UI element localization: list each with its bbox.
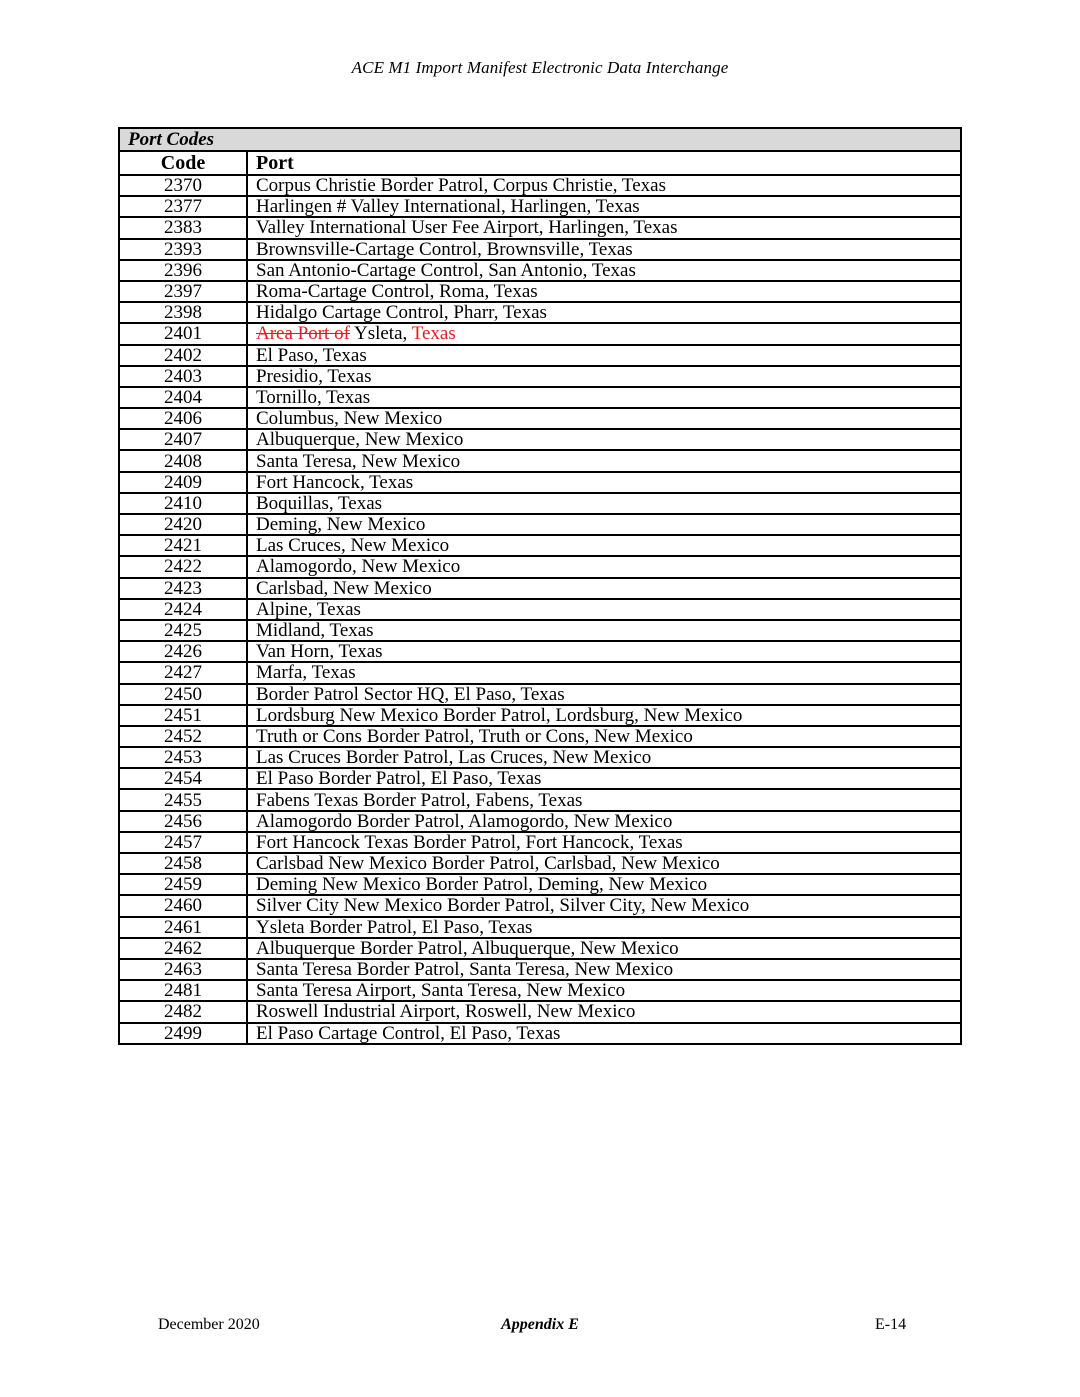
- port-name-cell: Deming New Mexico Border Patrol, Deming, New Mexico: [247, 874, 961, 895]
- port-name-cell: Corpus Christie Border Patrol, Corpus Christie, Texas: [247, 175, 961, 196]
- port-code-cell: 2370: [119, 175, 247, 196]
- port-name-cell: Valley International User Fee Airport, Harlingen, Texas: [247, 217, 961, 238]
- port-name-cell: Boquillas, Texas: [247, 493, 961, 514]
- port-name-cell: Santa Teresa, New Mexico: [247, 450, 961, 471]
- table-row: [119, 429, 961, 450]
- port-name-cell: Brownsville-Cartage Control, Brownsville, Texas: [247, 239, 961, 260]
- table-row: [119, 599, 961, 620]
- port-code-cell: 2409: [119, 472, 247, 493]
- table-row: [119, 1001, 961, 1022]
- table-row: [119, 387, 961, 408]
- port-code-cell: 2422: [119, 556, 247, 577]
- table-row: [119, 959, 961, 980]
- port-code-cell: 2425: [119, 620, 247, 641]
- chain-logo-icon: [6, 1362, 146, 1390]
- port-name-cell: Las Cruces, New Mexico: [247, 535, 961, 556]
- table-row: [119, 196, 961, 217]
- port-name-cell: Alamogordo Border Patrol, Alamogordo, New Mexico: [247, 811, 961, 832]
- port-name-cell: Harlingen # Valley International, Harlingen, Texas: [247, 196, 961, 217]
- table-row: [119, 705, 961, 726]
- inserted-text: Texas: [411, 323, 456, 345]
- port-code-cell: 2398: [119, 302, 247, 323]
- port-name-cell: El Paso Cartage Control, El Paso, Texas: [247, 1023, 961, 1044]
- watermark-text: 大数跨境: [44, 1366, 121, 1388]
- port-code-cell: 2403: [119, 366, 247, 387]
- port-name-cell: Marfa, Texas: [247, 662, 961, 683]
- port-name-cell: Carlsbad New Mexico Border Patrol, Carlsbad, New Mexico: [247, 853, 961, 874]
- port-name-cell: Albuquerque Border Patrol, Albuquerque, New Mexico: [247, 938, 961, 959]
- table-row: [119, 853, 961, 874]
- port-name-cell: Border Patrol Sector HQ, El Paso, Texas: [247, 684, 961, 705]
- table-row: [119, 938, 961, 959]
- table-row: [119, 514, 961, 535]
- footer-page-number: E-14: [875, 1316, 907, 1333]
- footer-section: Appendix E: [501, 1316, 579, 1333]
- table-row: [119, 302, 961, 323]
- port-name-cell: Ysleta Border Patrol, El Paso, Texas: [247, 917, 961, 938]
- port-name-cell: Deming, New Mexico: [247, 514, 961, 535]
- port-code-cell: 2451: [119, 705, 247, 726]
- table-row: [119, 1023, 961, 1044]
- port-code-cell: 2482: [119, 1001, 247, 1022]
- table-row: [119, 874, 961, 895]
- port-code-cell: 2393: [119, 239, 247, 260]
- page-header-title: ACE M1 Import Manifest Electronic Data Interchange: [351, 58, 729, 77]
- table-row: [119, 811, 961, 832]
- table-row: [119, 472, 961, 493]
- table-row: [119, 366, 961, 387]
- port-name-cell: Roswell Industrial Airport, Roswell, New Mexico: [247, 1001, 961, 1022]
- port-code-cell: 2461: [119, 917, 247, 938]
- footer-date: December 2020: [158, 1316, 260, 1333]
- port-name-cell: Alpine, Texas: [247, 599, 961, 620]
- port-code-cell: 2456: [119, 811, 247, 832]
- table-row: [119, 620, 961, 641]
- port-code-cell: 2406: [119, 408, 247, 429]
- port-name-cell: Alamogordo, New Mexico: [247, 556, 961, 577]
- table-row: [119, 345, 961, 366]
- port-code-cell: 2457: [119, 832, 247, 853]
- deleted-text: Area Port of: [256, 323, 350, 345]
- port-code-cell: 2424: [119, 599, 247, 620]
- port-name-cell: Fabens Texas Border Patrol, Fabens, Texas: [247, 789, 961, 810]
- table-row: [119, 747, 961, 768]
- port-code-cell: 2450: [119, 684, 247, 705]
- table-row: [119, 768, 961, 789]
- port-text: Ysleta,: [349, 323, 412, 345]
- port-name-cell: Lordsburg New Mexico Border Patrol, Lordsburg, New Mexico: [247, 705, 961, 726]
- table-row: [119, 450, 961, 471]
- column-header-code: Code: [119, 151, 247, 175]
- table-row: [119, 556, 961, 577]
- table-row: [119, 789, 961, 810]
- table-header-row: [119, 151, 961, 175]
- port-name-cell: Silver City New Mexico Border Patrol, Silver City, New Mexico: [247, 895, 961, 916]
- port-code-cell: 2462: [119, 938, 247, 959]
- watermark: [6, 1362, 146, 1390]
- table-row: [119, 641, 961, 662]
- port-name-cell: Las Cruces Border Patrol, Las Cruces, New Mexico: [247, 747, 961, 768]
- port-name-cell: Roma-Cartage Control, Roma, Texas: [247, 281, 961, 302]
- port-name-cell: San Antonio-Cartage Control, San Antonio, Texas: [247, 260, 961, 281]
- table-row: [119, 535, 961, 556]
- table-row: [119, 239, 961, 260]
- port-name-cell: El Paso Border Patrol, El Paso, Texas: [247, 768, 961, 789]
- port-code-cell: 2397: [119, 281, 247, 302]
- port-name-cell: Santa Teresa Border Patrol, Santa Teresa, New Mexico: [247, 959, 961, 980]
- port-code-cell: 2401: [119, 323, 247, 344]
- table-row: [119, 323, 961, 344]
- port-code-cell: 2459: [119, 874, 247, 895]
- table-row: [119, 408, 961, 429]
- table-row: [119, 578, 961, 599]
- port-code-cell: 2427: [119, 662, 247, 683]
- port-code-cell: 2404: [119, 387, 247, 408]
- column-header-port: Port: [247, 151, 961, 175]
- port-name-cell: Fort Hancock, Texas: [247, 472, 961, 493]
- port-name-cell: Tornillo, Texas: [247, 387, 961, 408]
- port-code-cell: 2499: [119, 1023, 247, 1044]
- port-name-cell: Columbus, New Mexico: [247, 408, 961, 429]
- table-row: [119, 175, 961, 196]
- port-code-cell: 2426: [119, 641, 247, 662]
- port-code-cell: 2452: [119, 726, 247, 747]
- table-caption-row: [119, 128, 961, 151]
- port-name-cell: Van Horn, Texas: [247, 641, 961, 662]
- port-name-cell: Midland, Texas: [247, 620, 961, 641]
- port-code-cell: 2383: [119, 217, 247, 238]
- port-name-cell: Hidalgo Cartage Control, Pharr, Texas: [247, 302, 961, 323]
- port-code-cell: 2455: [119, 789, 247, 810]
- port-code-cell: 2408: [119, 450, 247, 471]
- port-name-cell: Carlsbad, New Mexico: [247, 578, 961, 599]
- table-row: [119, 917, 961, 938]
- port-code-cell: 2396: [119, 260, 247, 281]
- port-code-cell: 2481: [119, 980, 247, 1001]
- table-row: [119, 895, 961, 916]
- port-name-cell: Presidio, Texas: [247, 366, 961, 387]
- port-codes-table: [118, 127, 962, 1045]
- table-row: [119, 493, 961, 514]
- port-name-cell: Truth or Cons Border Patrol, Truth or Cons, New Mexico: [247, 726, 961, 747]
- port-code-cell: 2454: [119, 768, 247, 789]
- port-code-cell: 2421: [119, 535, 247, 556]
- table-row: [119, 980, 961, 1001]
- port-code-cell: 2377: [119, 196, 247, 217]
- port-code-cell: 2460: [119, 895, 247, 916]
- port-name-cell: Santa Teresa Airport, Santa Teresa, New Mexico: [247, 980, 961, 1001]
- table-row: [119, 281, 961, 302]
- table-row: [119, 832, 961, 853]
- table-row: [119, 260, 961, 281]
- port-code-cell: 2463: [119, 959, 247, 980]
- port-code-cell: 2453: [119, 747, 247, 768]
- port-name-cell: Albuquerque, New Mexico: [247, 429, 961, 450]
- table-row: [119, 726, 961, 747]
- port-code-cell: 2420: [119, 514, 247, 535]
- port-name-cell: El Paso, Texas: [247, 345, 961, 366]
- port-code-cell: 2407: [119, 429, 247, 450]
- port-code-cell: 2458: [119, 853, 247, 874]
- port-code-cell: 2402: [119, 345, 247, 366]
- table-body: [119, 175, 961, 1044]
- port-code-cell: 2423: [119, 578, 247, 599]
- port-code-cell: 2410: [119, 493, 247, 514]
- port-name-cell: [247, 323, 961, 344]
- table-caption: Port Codes: [119, 128, 961, 151]
- port-name-cell: Fort Hancock Texas Border Patrol, Fort Hancock, Texas: [247, 832, 961, 853]
- table-row: [119, 217, 961, 238]
- table-row: [119, 662, 961, 683]
- table-row: [119, 684, 961, 705]
